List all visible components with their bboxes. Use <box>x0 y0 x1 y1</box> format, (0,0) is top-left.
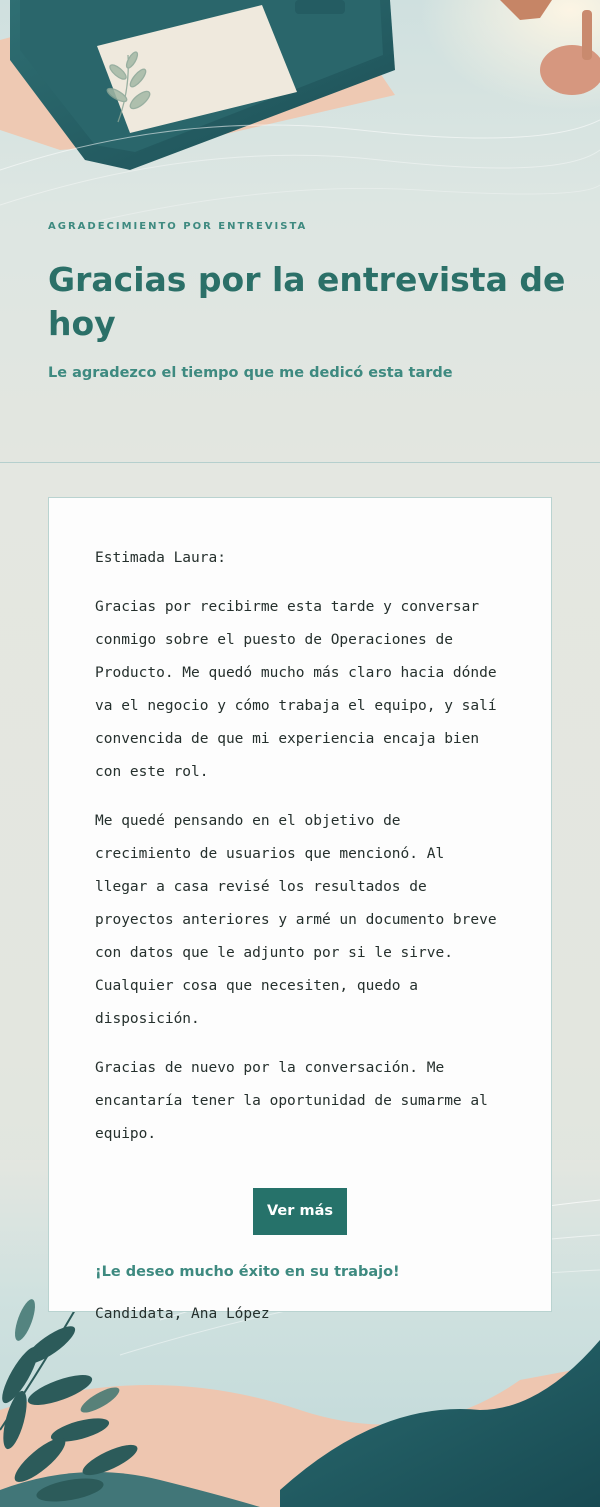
letter-card <box>48 497 552 1322</box>
letter-salutation: Estimada Laura: <box>95 550 226 566</box>
hero-eyebrow: AGRADECIMIENTO POR ENTREVISTA <box>48 221 308 232</box>
letter-paragraph: Gracias de nuevo por la conversación. Me encantaría tener la oportunidad de sumarme al equipo. <box>95 1060 488 1142</box>
page-subtitle: Le agradezco el tiempo que me dedicó esta tarde <box>48 365 453 381</box>
view-more-button[interactable]: Ver más <box>253 1188 347 1235</box>
letter-paragraph: Me quedé pensando en el objetivo de crecimiento de usuarios que mencionó. Al llegar a casa revisé los resultados de proyectos anteriores y armé un documento breve con datos que le adjunto por si le sirve. Cualquier cosa que necesiten, quedo a disposición. <box>95 813 497 1027</box>
closing-wish: ¡Le deseo mucho éxito en su trabajo! <box>95 1264 400 1280</box>
hero-divider <box>0 462 600 463</box>
cta-container <box>95 1188 505 1235</box>
page-title: Gracias por la entrevista de hoy <box>48 260 566 343</box>
letter-paragraph: Gracias por recibirme esta tarde y conversar conmigo sobre el puesto de Operaciones de Producto. Me quedó mucho más claro hacia dónde va el negocio y cómo trabaja el equipo, y salí convencida de que mi experiencia encaja bien con este rol. <box>95 599 497 780</box>
signature: Candidata, Ana López <box>95 1306 270 1322</box>
